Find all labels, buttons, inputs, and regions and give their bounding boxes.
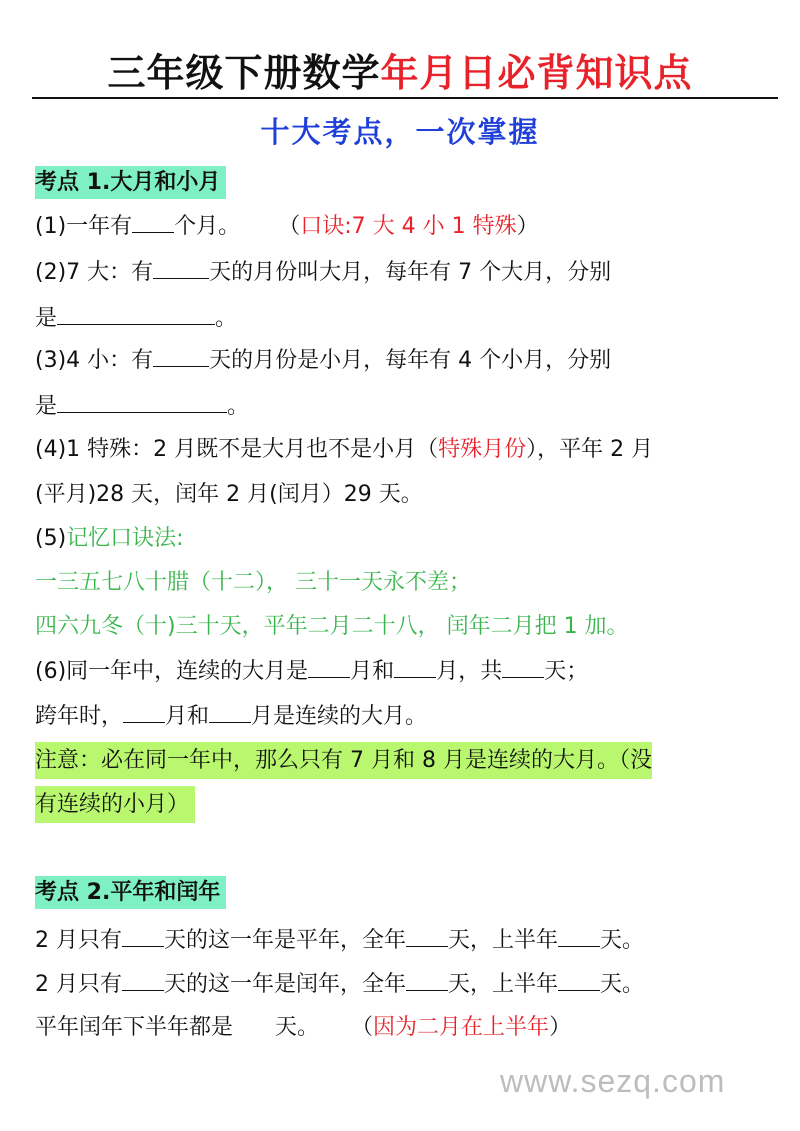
text: 天。: [275, 1015, 320, 1040]
text: 天，上半年: [448, 972, 559, 997]
text: 跨年时，: [35, 704, 124, 729]
section-2-heading-line: [35, 878, 226, 908]
text: 个月。: [174, 214, 241, 239]
section-1-line-3: [35, 304, 237, 334]
section-1-line-4: [35, 346, 611, 376]
title-black: 三年级下册数学: [107, 50, 381, 95]
section-2-line-2: [35, 970, 644, 1000]
text: 2 月只有: [35, 972, 122, 997]
fill-blank: [123, 702, 165, 723]
mnemonic-tip: 口诀:7 大 4 小 1 特殊: [300, 214, 517, 239]
section-1-line-1: [35, 212, 539, 242]
fill-blank: [132, 212, 174, 233]
text: （: [278, 214, 301, 239]
page-title: [0, 42, 800, 97]
section-1-line-7: (平月)28 天，闰年 2 月(闰月）29 天。: [35, 482, 423, 507]
section-1-line-8: [35, 524, 184, 554]
fill-blank: [558, 970, 600, 991]
fill-blank: [122, 926, 164, 947]
text: 天，上半年: [448, 928, 559, 953]
section-1-line-6: [35, 435, 653, 465]
section-1-heading: 考点 1.大月和小月: [35, 166, 226, 199]
fill-blank: [394, 657, 436, 678]
note-line-2: [35, 790, 195, 820]
fill-blank: [308, 657, 350, 678]
note-text: 注意：必在同一年中，那么只有 7 月和 8 月是连续的大月。（没: [35, 742, 652, 779]
text: 是: [35, 306, 58, 331]
text: 天；: [544, 659, 589, 684]
section-2-line-1: [35, 926, 644, 956]
text: (6)同一年中，连续的大月是: [35, 659, 309, 684]
text: 是: [35, 394, 58, 419]
title-divider: [32, 97, 778, 99]
mnemonic-line-1: 一三五七八十腊（十二）， 三十一天永不差；: [35, 570, 471, 595]
section-1-heading-line: [35, 168, 226, 198]
fill-blank: [406, 970, 448, 991]
text: 2 月只有: [35, 928, 122, 953]
fill-blank: [558, 926, 600, 947]
text: (4)1 特殊：2 月既不是大月也不是小月（: [35, 437, 439, 462]
section-2-heading: 考点 2.平年和闰年: [35, 876, 226, 909]
text: ）: [516, 214, 539, 239]
text: 天的这一年是平年，全年: [164, 928, 407, 953]
text: (2)7 大：有: [35, 260, 154, 285]
fill-blank: [502, 657, 544, 678]
text: 平年闰年下半年都是: [35, 1015, 234, 1040]
section-2-line-3: [35, 1013, 571, 1043]
mnemonic-heading: 记忆口诀法:: [66, 526, 184, 551]
text: 月是连续的大月。: [251, 704, 428, 729]
text: 。: [227, 394, 250, 419]
section-1-line-11: [35, 657, 588, 687]
reason-note: 因为二月在上半年: [373, 1015, 550, 1040]
section-1-line-12: [35, 702, 427, 732]
page-subtitle: 十大考点，一次掌握: [260, 115, 540, 149]
text: 月和: [350, 659, 395, 684]
text: 月，共: [436, 659, 503, 684]
text: ），平年 2 月: [526, 437, 654, 462]
special-month-label: 特殊月份: [438, 437, 527, 462]
text: 天。: [600, 928, 645, 953]
text: (5): [35, 526, 67, 551]
note-line-1: [35, 746, 652, 776]
mnemonic-line-2: 四六九冬（十)三十天，平年二月二十八， 闰年二月把 1 加。: [35, 614, 629, 639]
note-text: 有连续的小月）: [35, 786, 195, 823]
text: （: [351, 1015, 374, 1040]
text: 。: [215, 306, 238, 331]
text: 天的月份是小月，每年有 4 个小月，分别: [209, 348, 612, 373]
section-1-line-2: [35, 258, 611, 288]
fill-blank: [406, 926, 448, 947]
text: 月和: [165, 704, 210, 729]
watermark: www.sezq.com: [500, 1063, 726, 1099]
fill-blank: [153, 346, 209, 367]
fill-blank: [57, 304, 215, 325]
fill-blank: [122, 970, 164, 991]
text: 天的月份叫大月，每年有 7 个大月，分别: [209, 260, 612, 285]
text: (1)一年有: [35, 214, 133, 239]
text: 天。: [600, 972, 645, 997]
fill-blank: [57, 392, 227, 413]
text: ）: [549, 1015, 572, 1040]
section-1-line-5: [35, 392, 249, 422]
fill-blank: [209, 702, 251, 723]
text: 天的这一年是闰年，全年: [164, 972, 407, 997]
text: (3)4 小：有: [35, 348, 154, 373]
title-red: 年月日必背知识点: [380, 50, 693, 95]
fill-blank: [153, 258, 209, 279]
